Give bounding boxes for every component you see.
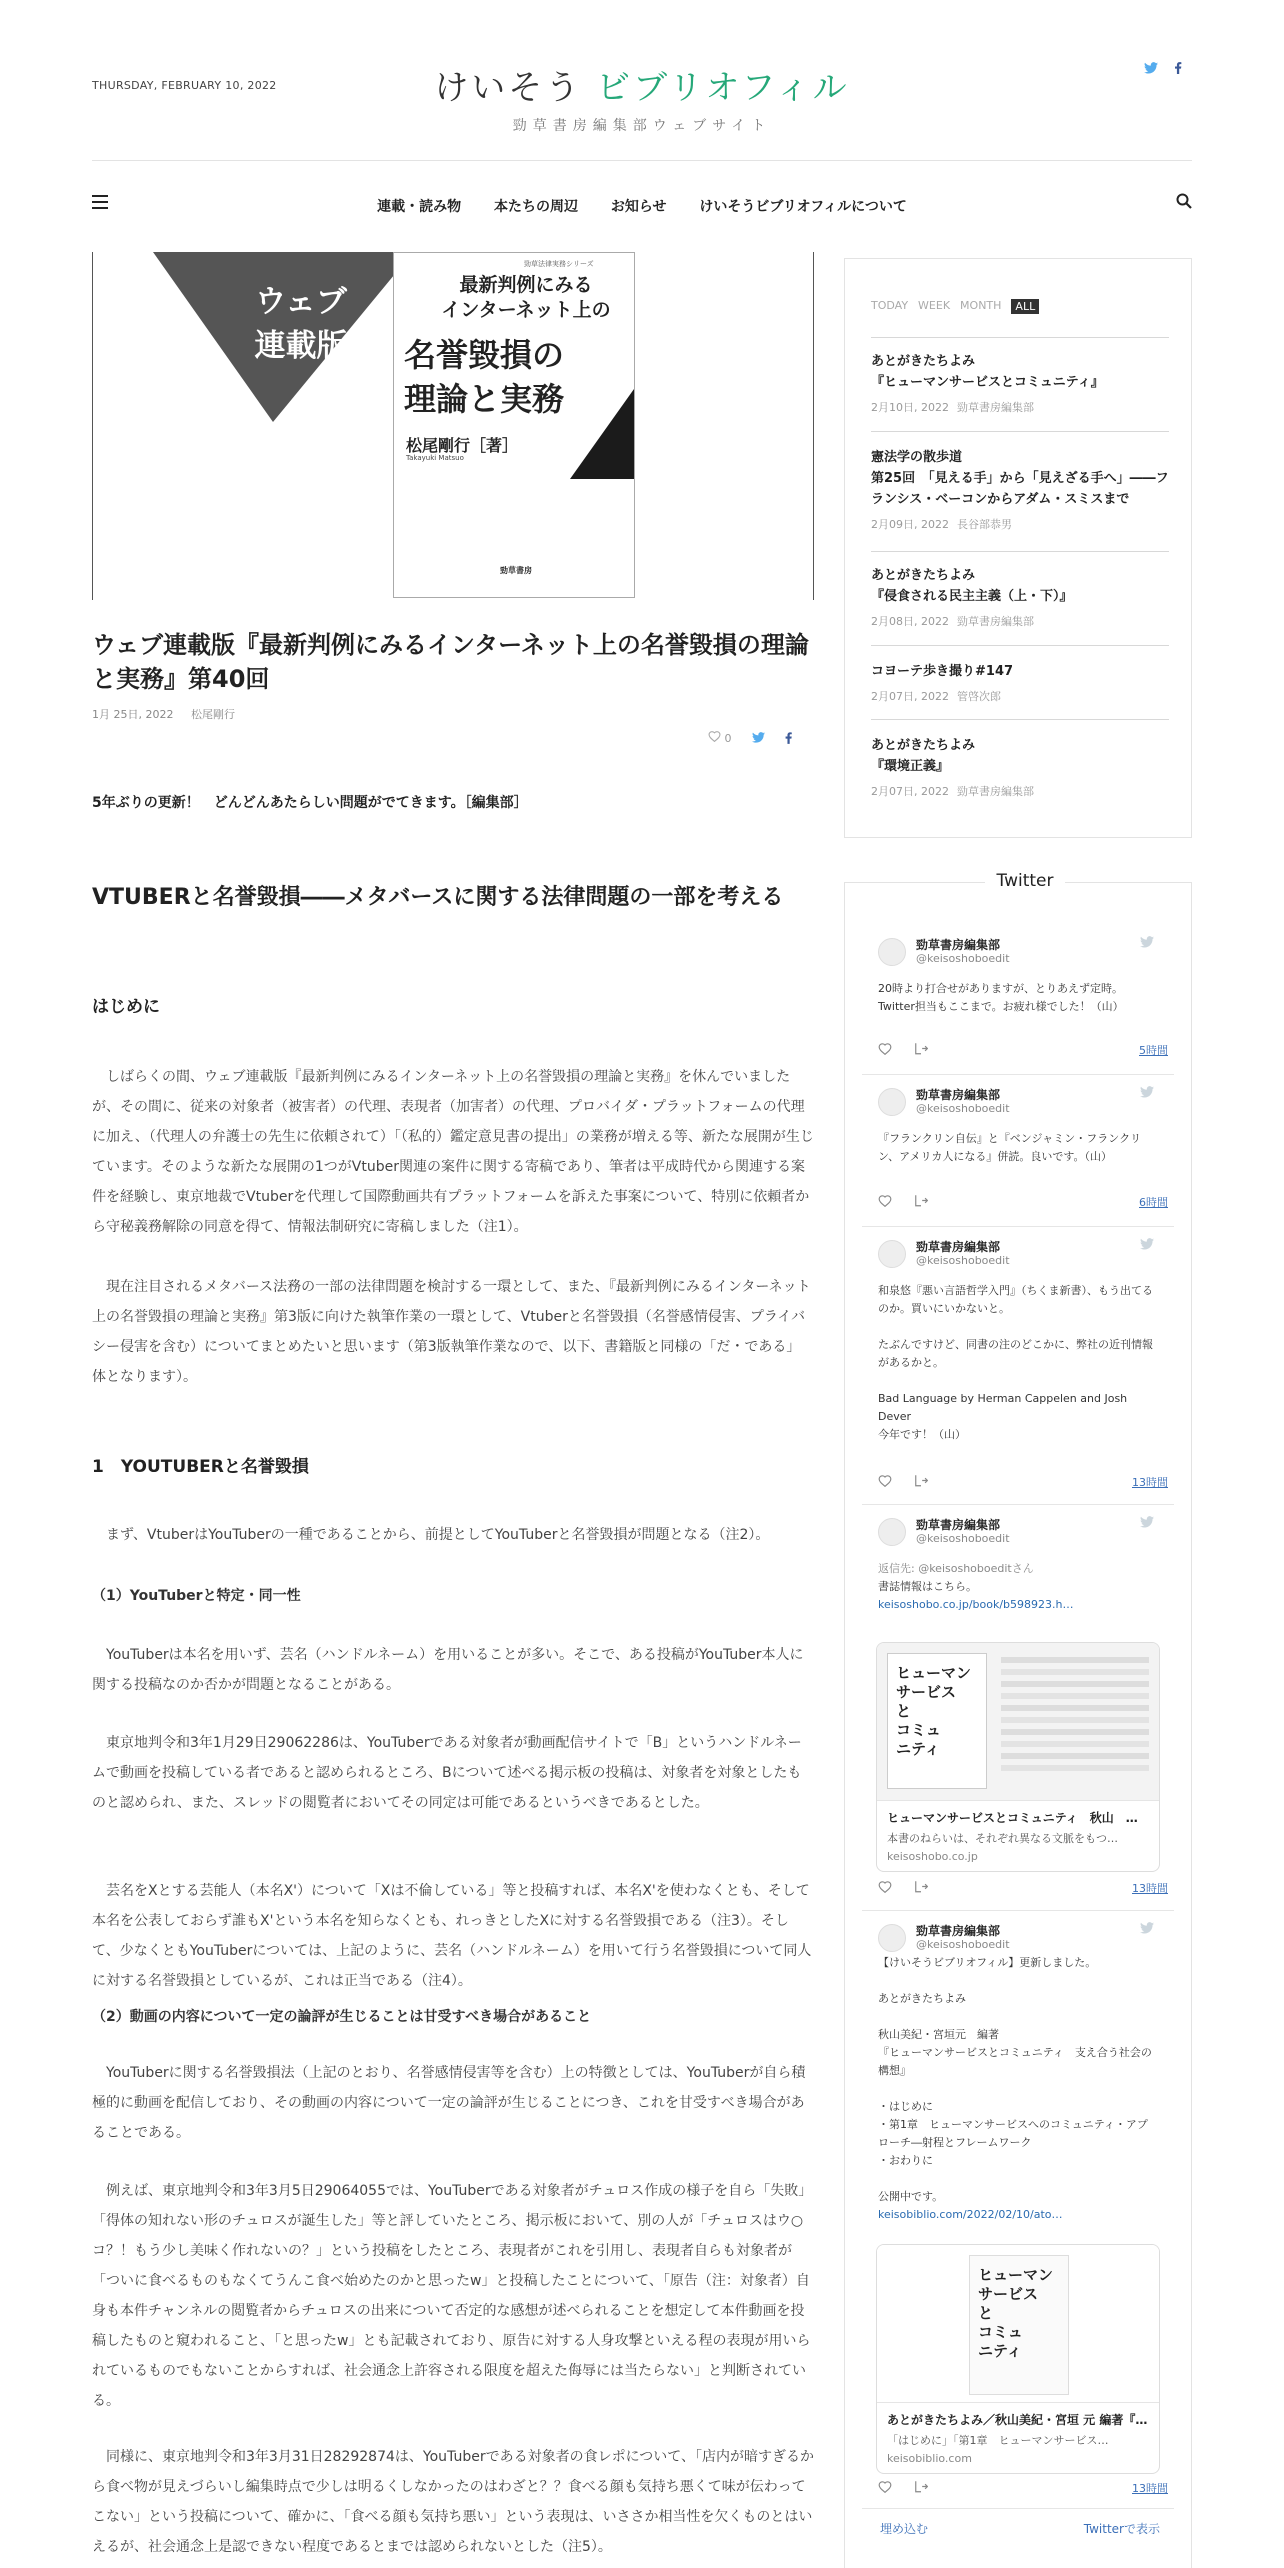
share-facebook-icon[interactable] — [785, 732, 792, 744]
search-icon[interactable] — [1176, 193, 1192, 209]
popular-item[interactable]: あとがきたちよみ 『環境正義』 2月07日, 2022 勁草書房編集部 — [871, 738, 1034, 798]
main-nav — [0, 196, 1284, 216]
avatar[interactable] — [878, 1088, 906, 1116]
tweet-author[interactable]: 勁草書房編集部 — [916, 938, 1001, 952]
paragraph: 芸名をXとする芸能人（本名X'）について「Xは不倫している」等と投稿すれば、本名X'を使わなくとも、そして本名を公表しておらず誰もX'という本名を知らなくとも、れっきとしたXに対する名誉毀損である（注3）。そして、少なくともYouTuberについては、上記のように、芸名（ハンドルネーム）を用いて行う名誉毀損について同人に対する名誉毀損としているが、これは正当である（注4）。 — [92, 1883, 812, 1989]
divider — [871, 337, 1169, 338]
tweet-actions — [878, 1472, 1168, 1492]
tweet-handle[interactable]: @keisoshoboedit — [916, 1254, 1010, 1267]
popular-item[interactable]: コヨーテ歩き撮り#147 2月07日, 2022 管啓次郎 — [871, 664, 1014, 703]
tweet-time[interactable]: 13時間 — [1132, 1882, 1168, 1895]
divider — [862, 2508, 1174, 2509]
tweet-actions — [878, 1040, 1168, 1060]
paragraph: 例えば、東京地判令和3年3月5日29064055では、YouTuberである対象者がチュロス作成の様子を自ら「失敗」「得体の知れない形のチュロスが誕生した」等と評していたところ、掲示板において、別の人が「チュロスはウ○コ？！もう少し美味く作れないの？」という投稿をしたところ、表現者がこれを引用し、表現者自らも対象者が「ついに食べるものもなくてうんこ食べ始めたのかと思ったw」と投稿したことについて、「原告（注：対象者）自身も本件チャンネルの閲覧者からチュロスの出来について否定的な感想が述べられることを想定して本件動画を投稿したものと窺われること、「と思ったw」とも記載されており、原告に対する人身攻撃といえる程の表現が用いられているものでもないことからすれば、社会通念上許容される限度を超えた侮辱には当たらない」と判断されている。 — [92, 2183, 813, 2409]
tweet-handle[interactable]: @keisoshoboedit — [916, 1532, 1010, 1545]
share-icon[interactable] — [914, 1042, 928, 1055]
tweet[interactable] — [868, 1512, 1168, 1614]
avatar[interactable] — [878, 938, 906, 966]
card-image — [877, 2245, 1159, 2403]
paragraph: 東京地判令和3年1月29日29062286は、YouTuberである対象者が動画配信サイトで「B」というハンドルネームで動画を投稿している者であると認められるところ、Bについて述べる掲示板の投稿は、対象者を対象としたものと認められ、また、スレッドの閲覧者においてその同定は可能であるというべきであるとした。 — [92, 1735, 802, 1811]
card-url: keisobiblio.com — [887, 2452, 972, 2465]
facebook-icon[interactable] — [1174, 62, 1182, 74]
card-description: 「はじめに」「第1章 ヒューマンサービス… — [887, 2434, 1109, 2447]
tweet-time[interactable]: 6時間 — [1139, 1196, 1168, 1209]
article-share — [708, 730, 792, 745]
share-icon[interactable] — [914, 2480, 928, 2493]
tweet-actions — [878, 1878, 1168, 1898]
twitter-bird-icon — [1140, 936, 1154, 948]
tab-week[interactable]: WEEK — [918, 299, 951, 312]
like-icon[interactable] — [878, 1880, 892, 1893]
card-image — [877, 1643, 1159, 1801]
tweet-author[interactable]: 勁草書房編集部 — [916, 1924, 1001, 1938]
popular-item[interactable]: あとがきたちよみ 『侵食される民主主義（上・下）』 2月08日, 2022 勁草書房編集部 — [871, 568, 1073, 628]
divider — [871, 551, 1169, 552]
card-url: keisoshobo.co.jp — [887, 1850, 978, 1863]
section-heading-intro: はじめに — [92, 997, 160, 1017]
tweet-handle[interactable]: @keisoshoboedit — [916, 952, 1010, 965]
header-divider — [92, 160, 1192, 161]
card-title: ヒューマンサービスとコミュニティ 秋山 … — [887, 1811, 1138, 1825]
tweet-actions — [878, 1192, 1168, 1212]
avatar[interactable] — [878, 1518, 906, 1546]
popular-tabs — [871, 299, 1039, 314]
tweet-author[interactable]: 勁草書房編集部 — [916, 1088, 1001, 1102]
tweet-text: 書誌情報はこちら。 — [878, 1580, 977, 1593]
paragraph: 現在注目されるメタバース法務の一部の法律問題を検討する一環として、また、『最新判例にみるインターネット上の名誉毀損の理論と実務』第3版に向けた執筆作業の一環として、Vtuberと名誉毀損（名誉感情侵害、プライバシー侵害を含む）についてまとめたいと思います（第3版執筆作業なので、以下、書籍版と同様の「だ・である」体となります）。 — [92, 1279, 811, 1385]
header-social — [1144, 62, 1182, 74]
divider — [871, 645, 1169, 646]
book-cover: 勁草法律実務シリーズ 最新判例にみる インターネット上の 名誉毀損の 理論と実務 松尾剛行［著］ Takayuki Matsuo 勁草書房 — [393, 252, 635, 598]
tab-all[interactable]: ALL — [1011, 299, 1039, 314]
popular-item[interactable]: あとがきたちよみ 『ヒューマンサービスとコミュニティ』 2月10日, 2022 勁草書房編集部 — [871, 354, 1104, 414]
paragraph: まず、VtuberはYouTuberの一種であることから、前提としてYouTuberと名誉毀損が問題となる（注2）。 — [92, 1527, 770, 1543]
paragraph: YouTuberに関する名誉毀損法（上記のとおり、名誉感情侵害等を含む）上の特徴としては、YouTuberが自ら積極的に動画を配信しており、その動画の内容について一定の論評が生じることにつき、これを甘受すべき場合があることである。 — [92, 2065, 806, 2141]
twitter-bird-icon — [1140, 1922, 1154, 1934]
paragraph: しばらくの間、ウェブ連載版『最新判例にみるインターネット上の名誉毀損の理論と実務』を休んでいましたが、その間に、従来の対象者（被害者）の代理、表現者（加害者）の代理、プロバイダ・プラットフォームの代理に加え、（代理人の弁護士の先生に依頼されて）「（私的）鑑定意見書の提出」の業務が増える等、新たな展開が生じています。そのような新たな展開の1つがVtuber関連の案件に関する寄稿であり、筆者は平成時代から関連する案件を経験し、東京地裁でVtuberを代理して国際動画共有プラットフォームを訴えた事案について、特別に依頼者から守秘義務解除の同意を得て、情報法制研究に寄稿しました（注1）。 — [92, 1069, 814, 1235]
popular-item[interactable]: 憲法学の散歩道 第25回 「見える手」から「見えざる手へ」――フランシス・ベーコンからアダム・スミスまで 2月09日, 2022 長谷部恭男 — [871, 450, 1169, 531]
link-card[interactable] — [876, 1642, 1160, 1872]
article-meta — [92, 706, 249, 722]
tweet[interactable] — [868, 932, 1168, 1016]
embed-link[interactable]: 埋め込む — [880, 2522, 929, 2536]
divider — [862, 1910, 1174, 1911]
banner-text: ウェブ 連載版 — [254, 284, 348, 364]
tweet-text: 20時より打合せがありますが、とりあえず定時。Twitter担当もここまで。お疲れ様でした！（山） — [878, 982, 1124, 1013]
article-title: ウェブ連載版『最新判例にみるインターネット上の名誉毀損の理論と実務』第40回 — [92, 631, 809, 693]
like-icon[interactable] — [878, 2480, 892, 2493]
twitter-bird-icon — [1140, 1238, 1154, 1250]
share-icon[interactable] — [914, 1880, 928, 1893]
share-twitter-icon[interactable] — [752, 732, 765, 743]
card-description: 本書のねらいは、それぞれ異なる文脈をもつ… — [887, 1832, 1118, 1845]
share-icon[interactable] — [914, 1474, 928, 1487]
heart-icon — [708, 730, 721, 742]
tweet-handle[interactable]: @keisoshoboedit — [916, 1102, 1010, 1115]
tweet[interactable] — [868, 1082, 1168, 1166]
popular-posts — [844, 258, 1192, 838]
logo-accent: ビブリオフィル — [596, 68, 850, 108]
tweet-time[interactable]: 5時間 — [1139, 1044, 1168, 1057]
tweet-author[interactable]: 勁草書房編集部 — [916, 1240, 1001, 1254]
twitter-bird-icon — [1140, 1516, 1154, 1528]
tweet-text: 『フランクリン自伝』と『ベンジャミン・フランクリン、アメリカ人になる』併読。良いです。（山） — [878, 1132, 1142, 1163]
twitter-widget-title: Twitter — [985, 869, 1065, 893]
avatar[interactable] — [878, 1240, 906, 1268]
subheading-1: （1）YouTuberと特定・同一性 — [92, 1588, 301, 1604]
tab-month[interactable]: MONTH — [960, 299, 1002, 312]
divider — [862, 1504, 1174, 1505]
divider — [862, 1226, 1174, 1227]
like-icon[interactable] — [878, 1194, 892, 1207]
tweet-text: 【けいそうビブリオフィル】更新しました。 あとがきたちよみ 秋山美紀・宮垣元 編著 『ヒューマンサービスとコミュニティ 支え合う社会の構想』 ・はじめに ・第1章 ヒューマンサービスへのコミュニティ・アプローチ―射程とフレームワーク ・おわりに 公開中です。 — [878, 1956, 1152, 2203]
like-icon[interactable] — [878, 1042, 892, 1055]
tab-today[interactable]: TODAY — [871, 299, 909, 312]
link-card[interactable] — [876, 2244, 1160, 2474]
header-date: THURSDAY, FEBRUARY 10, 2022 — [92, 79, 277, 92]
share-icon[interactable] — [914, 1194, 928, 1207]
tweet-link[interactable]: keisobiblio.com/2022/02/10/ato… — [878, 2208, 1063, 2221]
nav-item-about[interactable]: けいそうビブリオフィルについて — [699, 199, 907, 215]
tweet-time[interactable]: 13時間 — [1132, 2482, 1168, 2495]
like-icon[interactable] — [878, 1474, 892, 1487]
like-button[interactable] — [708, 730, 732, 745]
paragraph: YouTuberは本名を用いず、芸名（ハンドルネーム）を用いることが多い。そこで、ある投稿がYouTuber本人に関する投稿なのか否かが問題となることがある。 — [92, 1647, 804, 1693]
tweet[interactable] — [868, 1234, 1168, 1444]
divider — [871, 431, 1169, 432]
tweet-time[interactable]: 13時間 — [1132, 1476, 1168, 1489]
twitter-bird-icon — [1140, 1086, 1154, 1098]
hero-image[interactable] — [92, 252, 814, 600]
tweet-actions — [878, 2478, 1168, 2498]
tweet-reply-to: 返信先: @keisoshoboeditさん — [878, 1562, 1034, 1575]
divider — [862, 1074, 1174, 1075]
article-main-heading: VTUBERと名誉毀損――メタバースに関する法律問題の一部を考える — [92, 885, 784, 910]
article-author[interactable]: 松尾剛行 — [190, 708, 235, 721]
like-count: 0 — [724, 732, 732, 745]
avatar[interactable] — [878, 1924, 906, 1952]
section-heading-1: 1 YOUTUBERと名誉毀損 — [92, 1457, 309, 1477]
paragraph: 同様に、東京地判令和3年3月31日28292874は、YouTuberである対象者の食レポについて、「店内が暗すぎるから食べ物が見えづらいし編集時点で少しは明るくしなかったのはわざと？？食べる顔も気持ち悪くて味が伝わってこない」という投稿について、確かに、「食べる顔も気持ち悪い」という表現は、いささか相当性を欠くものとはいえるが、社会通念上是認できない程度であるとまでは認められないとした（注5）。 — [92, 2449, 815, 2555]
logo-main: けいそう — [434, 68, 597, 108]
article-lead: 5年ぶりの更新！ どんどんあたらしい問題がでてきます。［編集部］ — [92, 795, 528, 811]
nav-item-series[interactable]: 連載・読み物 — [377, 199, 462, 215]
card-book-title: ヒューマン サービス と コミュ ニティ — [896, 1664, 972, 1758]
logo-subtitle: 勁草書房編集部ウェブサイト — [512, 118, 772, 134]
card-title: あとがきたちよみ／秋山美紀・宮垣 元 編著『… — [887, 2413, 1148, 2427]
site-logo[interactable] — [0, 60, 1284, 135]
twitter-footer — [880, 2520, 1160, 2537]
nav-item-news[interactable]: お知らせ — [610, 199, 667, 215]
view-on-twitter-link[interactable]: Twitterで表示 — [1083, 2522, 1160, 2536]
tweet-author[interactable]: 勁草書房編集部 — [916, 1518, 1001, 1532]
divider — [871, 719, 1169, 720]
subheading-2: （2）動画の内容について一定の論評が生じることは甘受すべき場合があること — [92, 2009, 592, 2025]
tweet-link[interactable]: keisoshobo.co.jp/book/b598923.h… — [878, 1598, 1074, 1611]
twitter-icon[interactable] — [1144, 62, 1158, 74]
tweet-handle[interactable]: @keisoshoboedit — [916, 1938, 1010, 1951]
card-book-title: ヒューマン サービス と コミュ ニティ — [978, 2266, 1054, 2360]
tweet[interactable] — [868, 1918, 1168, 2224]
nav-item-books[interactable]: 本たちの周辺 — [494, 199, 579, 215]
tweet-text: 和泉悠『悪い言語哲学入門』（ちくま新書）、もう出てるのか。買いにいかないと。 たぶんですけど、同書の注のどこかに、弊社の近刊情報があるかと。 Bad Language by Herman Cappelen and Josh Dever 今年です！（山） — [878, 1284, 1153, 1441]
article-date: 1月 25日, 2022 — [92, 708, 174, 721]
